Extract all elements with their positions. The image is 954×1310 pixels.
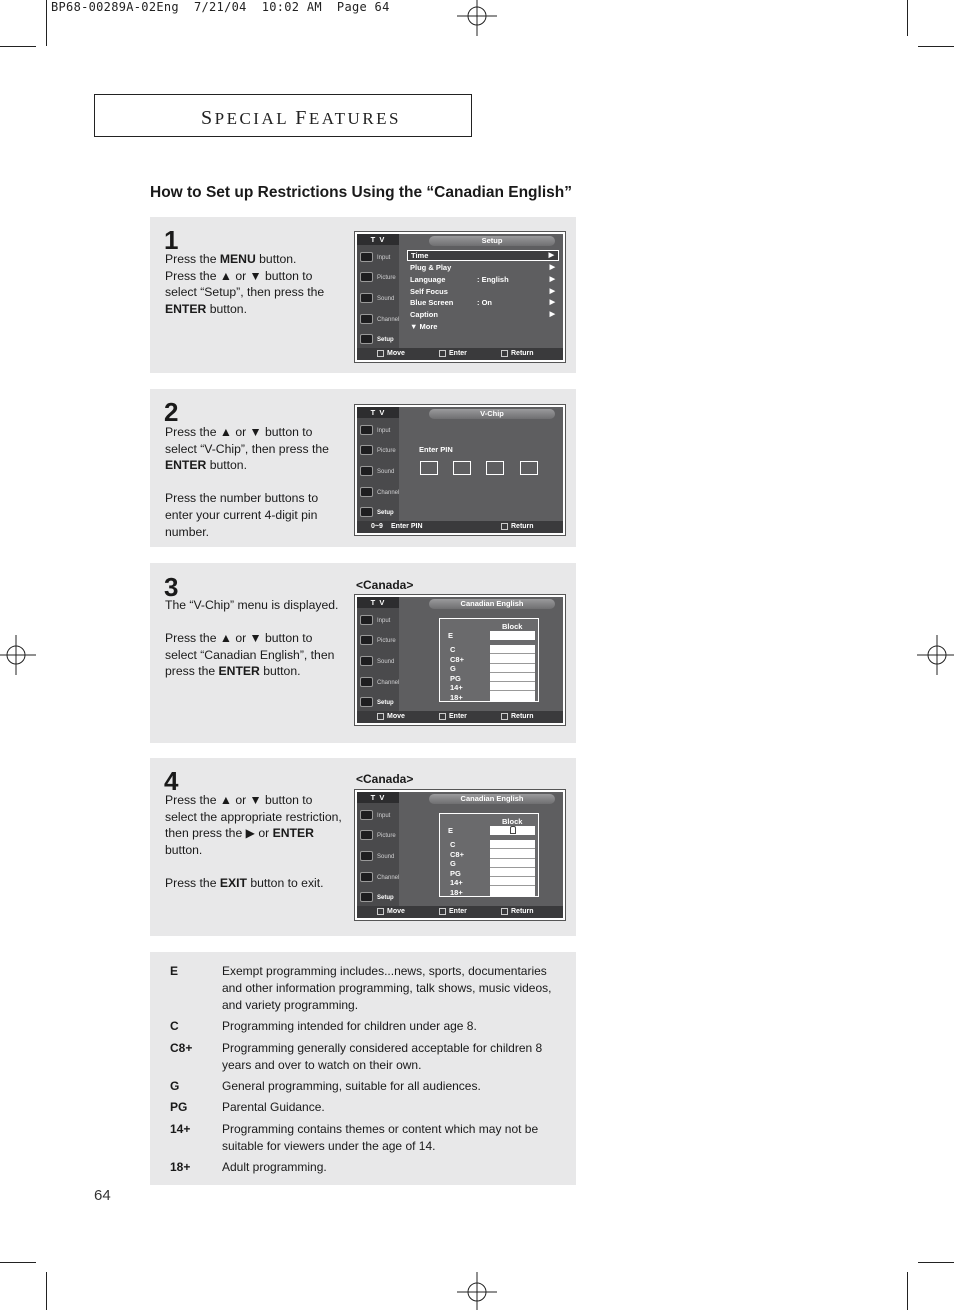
osd-side-item: Channel [359, 675, 399, 691]
rating-table [439, 618, 539, 702]
move-icon [377, 713, 384, 720]
osd-side-item: Channel [359, 312, 399, 328]
osd-menu-row: Plug & Play ▶ [410, 263, 555, 272]
rating-row-label: C8+ [450, 849, 464, 859]
osd-side-item: Setup [359, 695, 399, 711]
osd-title: Canadian English [429, 599, 555, 609]
registration-mark-icon [917, 635, 954, 675]
channel-icon [360, 314, 373, 324]
rating-row-label: C [450, 840, 456, 849]
definition-text: General programming, suitable for all audiences. [222, 1079, 481, 1093]
rating-row-label: 14+ [450, 878, 463, 888]
definition-term: 14+ [170, 1122, 191, 1136]
rating-row-label: C [450, 645, 456, 654]
definition-text: Parental Guidance. [222, 1100, 325, 1114]
rating-row-label: PG [450, 673, 461, 683]
osd-sidebar [357, 407, 399, 521]
move-icon [377, 350, 384, 357]
step-instructions: The “V-Chip” menu is displayed. Press the ▲ or ▼ button to select “Canadian English”, then press the ENTER button. [165, 598, 339, 679]
step-number: 2 [164, 397, 179, 427]
osd-side-item: Sound [359, 849, 399, 865]
section-title: SPECIAL FEATURES [201, 107, 401, 129]
rating-row-label: PG [450, 868, 461, 878]
region-label: <Canada> [356, 772, 414, 786]
definition-text: Adult programming. [222, 1160, 327, 1174]
enter-icon [439, 908, 446, 915]
step-1-panel [150, 217, 576, 373]
rating-row-label: C8+ [450, 654, 464, 664]
osd-menu-row: Self Focus ▶ [410, 287, 555, 296]
channel-icon [360, 487, 373, 497]
enter-icon [439, 350, 446, 357]
definition-term: C [170, 1019, 179, 1033]
step-number: 3 [164, 572, 179, 602]
sound-icon [360, 656, 373, 666]
osd-tv-label: T V [357, 792, 399, 803]
return-icon [501, 523, 508, 530]
rating-row-label: 14+ [450, 683, 463, 693]
osd-menu-row: Time ▶ [407, 250, 559, 261]
setup-icon [360, 507, 373, 517]
tv-osd-screen [354, 789, 566, 921]
osd-side-item: Picture [359, 828, 399, 844]
setup-icon [360, 892, 373, 902]
step-number: 4 [164, 766, 179, 796]
enter-icon [439, 713, 446, 720]
step-instructions: Press the ▲ or ▼ button to select “V-Chip”, then press the ENTER button. Press the number buttons to enter your current 4-digit pin number. [165, 425, 329, 539]
definition-text: Programming contains themes or content which may not be suitable for viewers under the age of 14. [222, 1122, 539, 1153]
osd-hint-bar: Move Enter Return [357, 906, 563, 918]
picture-icon [360, 830, 373, 840]
rating-definitions [150, 952, 576, 1185]
input-icon [360, 425, 373, 435]
input-icon [360, 810, 373, 820]
definition-term: C8+ [170, 1041, 193, 1055]
osd-side-item: Input [359, 613, 399, 629]
page-heading: How to Set up Restrictions Using the “Canadian English” [150, 184, 572, 201]
osd-side-item: Input [359, 808, 399, 824]
osd-hint-bar: 0~9 Enter PIN Return [357, 521, 563, 533]
osd-title: Setup [429, 236, 555, 246]
osd-side-item: Channel [359, 870, 399, 886]
input-icon [360, 252, 373, 262]
definition-term: G [170, 1079, 180, 1093]
osd-side-item: Sound [359, 291, 399, 307]
definition-text: Programming intended for children under age 8. [222, 1019, 477, 1033]
channel-icon [360, 872, 373, 882]
definition-term: E [170, 964, 179, 978]
return-icon [501, 908, 508, 915]
tv-osd-screen [354, 404, 566, 536]
osd-title: Canadian English [429, 794, 555, 804]
channel-icon [360, 677, 373, 687]
move-icon [377, 908, 384, 915]
picture-icon [360, 635, 373, 645]
definition-text: Programming generally considered acceptable for children 8 years and over to watch on their own. [222, 1041, 543, 1072]
osd-sidebar [357, 792, 399, 906]
definition-term: PG [170, 1100, 188, 1114]
return-icon [501, 350, 508, 357]
region-label: <Canada> [356, 578, 414, 592]
block-column-header: Block [502, 817, 523, 826]
step-4-panel [150, 758, 576, 936]
step-number: 1 [164, 225, 179, 255]
picture-icon [360, 272, 373, 282]
osd-title: V-Chip [429, 409, 555, 419]
osd-side-item: Setup [359, 890, 399, 906]
number-keys-icon: 0~9 [371, 523, 383, 530]
lock-icon [510, 826, 516, 834]
rating-row-label: E [448, 631, 454, 640]
tv-osd-screen [354, 594, 566, 726]
pin-digit-box [453, 461, 471, 475]
osd-hint-bar: Move Enter Return [357, 711, 563, 723]
rating-row-label: G [450, 859, 456, 869]
setup-icon [360, 697, 373, 707]
crop-mark [46, 0, 47, 46]
registration-mark-icon [457, 0, 497, 36]
sound-icon [360, 293, 373, 303]
registration-mark-icon [457, 1272, 497, 1310]
osd-side-item: Channel [359, 485, 399, 501]
crop-mark [0, 1262, 36, 1263]
block-column-header: Block [502, 622, 523, 631]
osd-side-item: Input [359, 423, 399, 439]
osd-side-item: Setup [359, 332, 399, 348]
block-cells [490, 645, 535, 701]
page-number: 64 [94, 1187, 111, 1204]
osd-tv-label: T V [357, 234, 399, 245]
step-2-panel [150, 389, 576, 547]
crop-mark [46, 1272, 47, 1310]
osd-side-item: Sound [359, 654, 399, 670]
crop-mark [918, 1262, 954, 1263]
osd-tv-label: T V [357, 597, 399, 608]
pin-digit-box [486, 461, 504, 475]
osd-side-item: Picture [359, 633, 399, 649]
crop-mark [0, 46, 36, 47]
registration-mark-icon [0, 635, 36, 675]
rating-row-label: 18+ [450, 888, 463, 897]
osd-sidebar [357, 234, 399, 348]
pin-digit-box [420, 461, 438, 475]
rating-row-label: 18+ [450, 693, 463, 702]
osd-side-item: Sound [359, 464, 399, 480]
osd-side-item: Picture [359, 443, 399, 459]
osd-hint-bar: Move Enter Return [357, 348, 563, 360]
step-instructions: Press the ▲ or ▼ button to select the appropriate restriction, then press the ▶ or ENTER button. Press the EXIT button to exit. [165, 793, 342, 890]
input-icon [360, 615, 373, 625]
osd-side-item: Input [359, 250, 399, 266]
osd-sidebar [357, 597, 399, 711]
picture-icon [360, 445, 373, 455]
step-3-panel [150, 563, 576, 743]
definition-term: 18+ [170, 1160, 191, 1174]
osd-menu-row: Caption ▶ [410, 310, 555, 319]
block-cell [490, 631, 535, 640]
osd-side-item: Picture [359, 270, 399, 286]
block-cells [490, 840, 535, 896]
rating-table [439, 813, 539, 897]
pin-label: Enter PIN [419, 445, 453, 454]
block-cell [490, 826, 535, 835]
osd-menu-row: ▼ More [410, 322, 438, 331]
print-header: BP68-00289A-02Eng 7/21/04 10:02 AM Page 64 [51, 0, 390, 14]
rating-row-label: E [448, 826, 454, 835]
step-instructions: Press the MENU button. Press the ▲ or ▼ button to select “Setup”, then press the ENTER button. [165, 252, 325, 316]
return-icon [501, 713, 508, 720]
rating-row-label: G [450, 664, 456, 674]
osd-side-item: Setup [359, 505, 399, 521]
definition-text: Exempt programming includes...news, sports, documentaries and other information programming, talk shows, music videos, and variety programming. [222, 964, 552, 1012]
pin-digit-box [520, 461, 538, 475]
setup-icon [360, 334, 373, 344]
crop-mark [907, 1272, 908, 1310]
sound-icon [360, 466, 373, 476]
crop-mark [918, 46, 954, 47]
osd-menu-row: Language : English ▶ [410, 275, 555, 284]
sound-icon [360, 851, 373, 861]
tv-osd-screen [354, 231, 566, 363]
section-title-box [94, 94, 472, 137]
crop-mark [907, 0, 908, 36]
osd-tv-label: T V [357, 407, 399, 418]
osd-menu-row: Blue Screen : On ▶ [410, 298, 555, 307]
